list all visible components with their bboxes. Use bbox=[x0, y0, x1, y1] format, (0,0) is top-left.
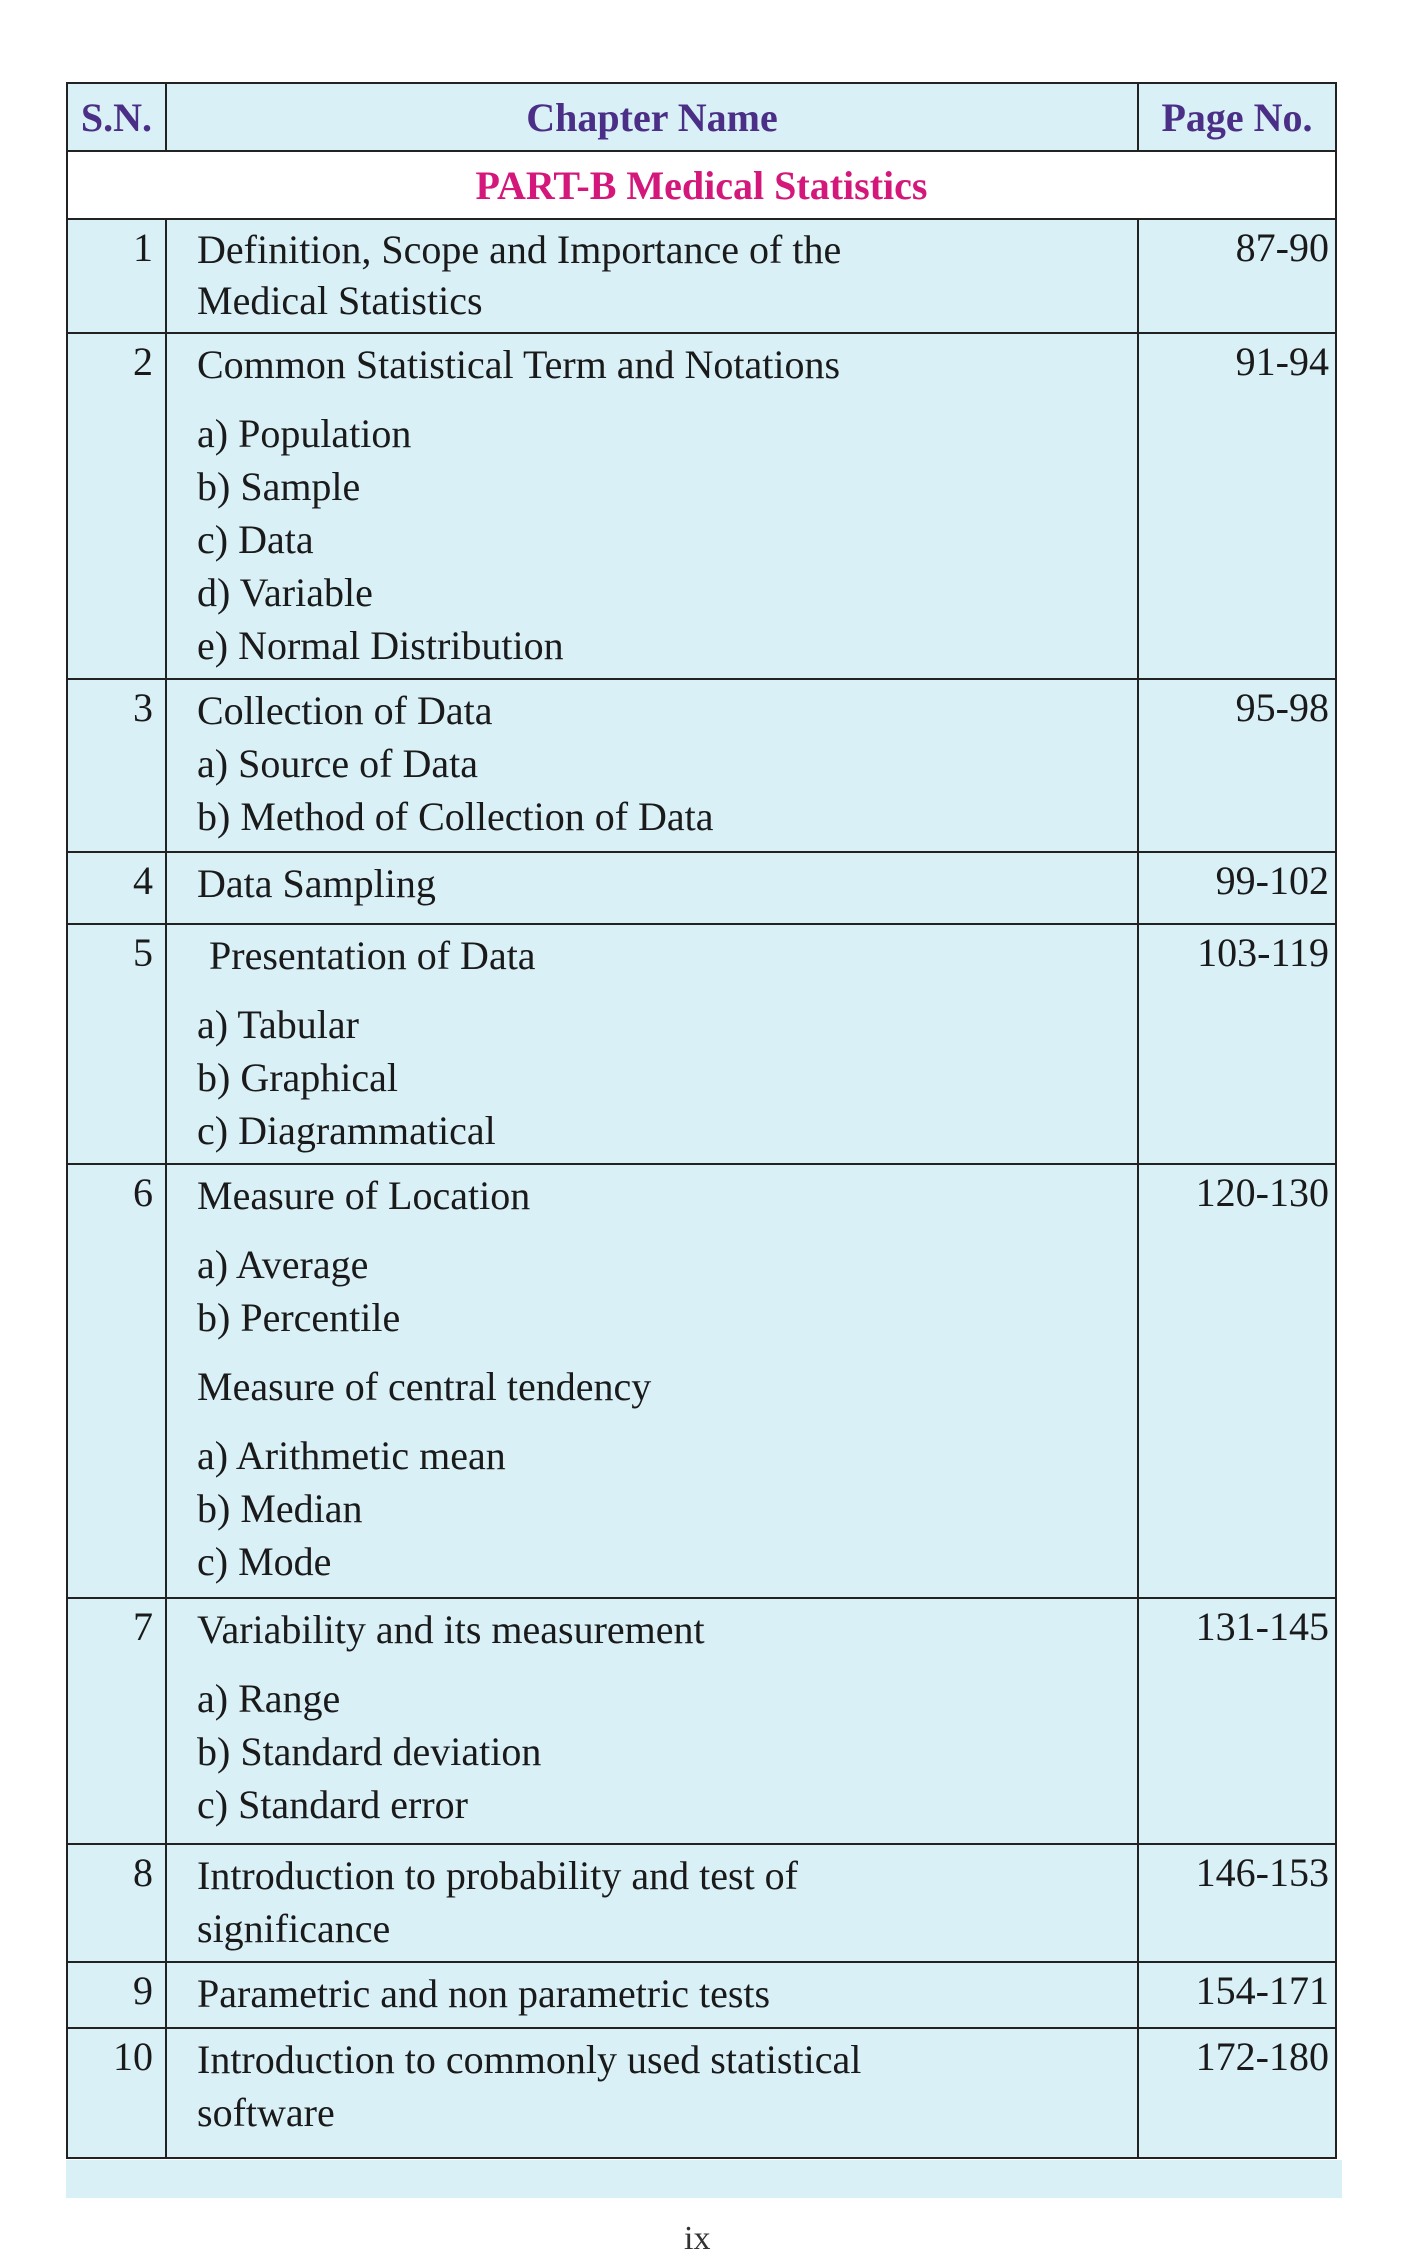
chapter-line: Variability and its measurement bbox=[197, 1607, 705, 1652]
list-item: b) Graphical bbox=[197, 1055, 399, 1100]
table-row bbox=[67, 679, 1336, 852]
table-row bbox=[67, 2028, 1336, 2158]
page-no-header: Page No. bbox=[1138, 83, 1336, 151]
chapter-subheading: Measure of central tendency bbox=[197, 1364, 652, 1409]
chapter-line: Common Statistical Term and Notations bbox=[197, 342, 841, 387]
page-tint-strip bbox=[66, 2160, 1342, 2198]
list-item: c) Standard error bbox=[197, 1782, 468, 1827]
list-item: b) Standard deviation bbox=[197, 1729, 542, 1774]
sn-header: S.N. bbox=[67, 83, 166, 151]
row-sn: 4 bbox=[67, 852, 166, 924]
chapter-line: Definition, Scope and Importance of the bbox=[197, 227, 842, 272]
row-pages: 91-94 bbox=[1138, 333, 1336, 679]
part-title: PART-B Medical Statistics bbox=[67, 151, 1336, 219]
table-row bbox=[67, 333, 1336, 679]
list-item: a) Average bbox=[197, 1242, 369, 1287]
row-sn: 1 bbox=[67, 219, 166, 333]
row-pages: 87-90 bbox=[1138, 219, 1336, 333]
chapter-title bbox=[166, 1844, 1138, 1962]
row-sn: 6 bbox=[67, 1164, 166, 1598]
list-item: c) Mode bbox=[197, 1539, 332, 1584]
row-pages: 154-171 bbox=[1138, 1962, 1336, 2028]
row-pages: 99-102 bbox=[1138, 852, 1336, 924]
table-row bbox=[67, 1164, 1336, 1598]
list-item: a) Tabular bbox=[197, 1002, 359, 1047]
row-pages: 120-130 bbox=[1138, 1164, 1336, 1598]
list-item: e) Normal Distribution bbox=[197, 623, 564, 668]
chapter-title bbox=[166, 852, 1138, 924]
chapter-title bbox=[166, 333, 1138, 679]
list-item: b) Method of Collection of Data bbox=[197, 794, 714, 839]
row-sn: 9 bbox=[67, 1962, 166, 2028]
chapter-title bbox=[166, 679, 1138, 852]
table-row bbox=[67, 1598, 1336, 1844]
chapter-line: Introduction to commonly used statistical bbox=[197, 2037, 862, 2082]
header-row bbox=[67, 83, 1336, 151]
table-row bbox=[67, 852, 1336, 924]
contents-table bbox=[66, 82, 1337, 2159]
row-pages: 95-98 bbox=[1138, 679, 1336, 852]
list-item: d) Variable bbox=[197, 570, 373, 615]
chapter-line: Introduction to probability and test of bbox=[197, 1853, 798, 1898]
list-item: b) Sample bbox=[197, 464, 361, 509]
list-item: c) Diagrammatical bbox=[197, 1108, 496, 1153]
list-item: a) Population bbox=[197, 411, 412, 456]
row-sn: 2 bbox=[67, 333, 166, 679]
table-row bbox=[67, 1962, 1336, 2028]
chapter-line: Data Sampling bbox=[197, 861, 436, 906]
row-sn: 7 bbox=[67, 1598, 166, 1844]
list-item: c) Data bbox=[197, 517, 314, 562]
part-row bbox=[67, 151, 1336, 219]
row-sn: 3 bbox=[67, 679, 166, 852]
chapter-line: Measure of Location bbox=[197, 1173, 531, 1218]
list-item: a) Arithmetic mean bbox=[197, 1433, 506, 1478]
chapter-line: Medical Statistics bbox=[197, 278, 483, 323]
row-pages: 172-180 bbox=[1138, 2028, 1336, 2158]
list-item: a) Source of Data bbox=[197, 741, 478, 786]
table-row bbox=[67, 924, 1336, 1164]
list-item: b) Percentile bbox=[197, 1295, 401, 1340]
chapter-title bbox=[166, 1962, 1138, 2028]
chapter-title bbox=[166, 1164, 1138, 1598]
row-pages: 131-145 bbox=[1138, 1598, 1336, 1844]
chapter-title bbox=[166, 924, 1138, 1164]
row-pages: 146-153 bbox=[1138, 1844, 1336, 1962]
page-number: ix bbox=[684, 2220, 711, 2257]
table-row bbox=[67, 1844, 1336, 1962]
chapter-title bbox=[166, 219, 1138, 333]
chapter-line: significance bbox=[197, 1906, 391, 1951]
row-pages: 103-119 bbox=[1138, 924, 1336, 1164]
chapter-line: Presentation of Data bbox=[209, 933, 536, 978]
chapter-line: Parametric and non parametric tests bbox=[197, 1971, 771, 2016]
row-sn: 8 bbox=[67, 1844, 166, 1962]
row-sn: 5 bbox=[67, 924, 166, 1164]
chapter-title bbox=[166, 2028, 1138, 2158]
chapter-line: Collection of Data bbox=[197, 688, 493, 733]
chapter-line: software bbox=[197, 2090, 335, 2135]
list-item: a) Range bbox=[197, 1676, 341, 1721]
chapter-title bbox=[166, 1598, 1138, 1844]
list-item: b) Median bbox=[197, 1486, 363, 1531]
chapter-name-header: Chapter Name bbox=[166, 83, 1138, 151]
row-sn: 10 bbox=[67, 2028, 166, 2158]
table-row bbox=[67, 219, 1336, 333]
